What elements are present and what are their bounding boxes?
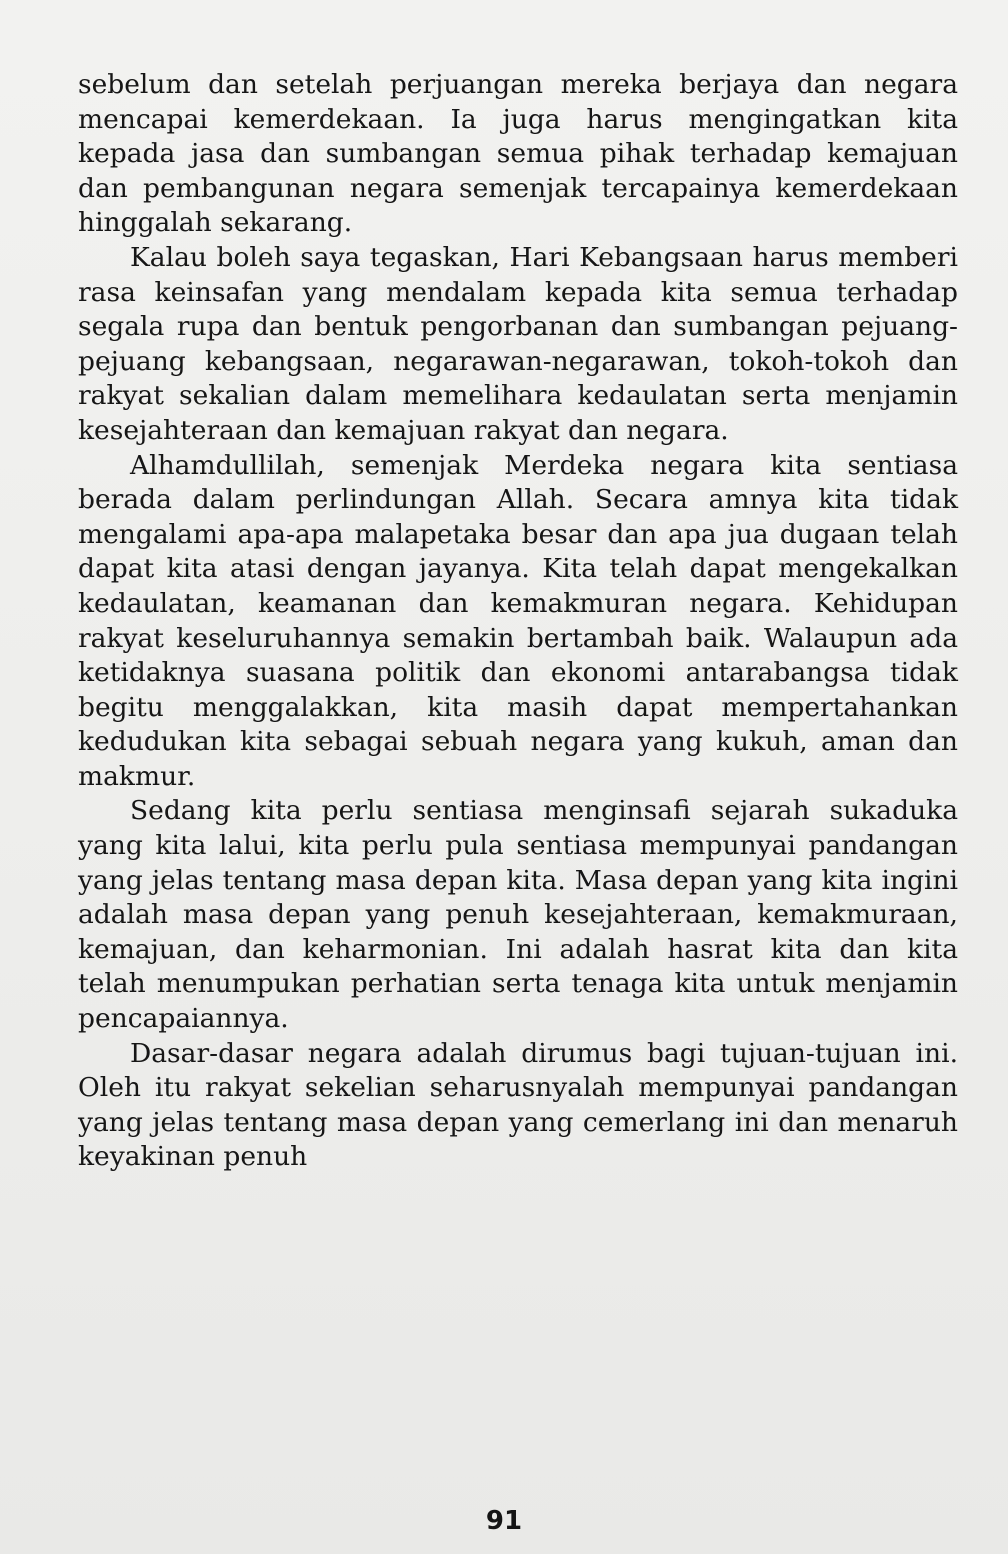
body-text (78, 68, 958, 1175)
paragraph: Kalau boleh saya tegaskan, Hari Kebangsaan harus memberi rasa keinsafan yang mendalam kepada kita semua terhadap segala rupa dan bentuk pengorbanan dan sumbangan pejuang-pejuang kebangsaan, negarawan-negarawan, tokoh-tokoh dan rakyat sekalian dalam memelihara kedaulatan serta menjamin kesejahteraan dan kemajuan rakyat dan negara. (78, 241, 958, 446)
paragraph: Alhamdullilah, semenjak Merdeka negara kita sentiasa berada dalam perlindungan Allah. Secara amnya kita tidak mengalami apa-apa malapetaka besar dan apa jua dugaan telah dapat kita atasi dengan jayanya. Kita telah dapat mengekalkan kedaulatan, keamanan dan kemakmuran negara. Kehidupan rakyat keseluruhannya semakin bertambah baik. Walaupun ada ketidaknya suasana politik dan ekonomi antarabangsa tidak begitu menggalakkan, kita masih dapat mempertahankan kedudukan kita sebagai sebuah negara yang kukuh, aman dan makmur. (78, 449, 958, 792)
paragraph: Dasar-dasar negara adalah dirumus bagi tujuan-tujuan ini. Oleh itu rakyat sekelian seharusnyalah mempunyai pandangan yang jelas tentang masa depan yang cemerlang ini dan menaruh keyakinan penuh (78, 1037, 958, 1173)
paragraph-continued: sebelum dan setelah perjuangan mereka berjaya dan negara mencapai kemerdekaan. Ia juga harus mengingatkan kita kepada jasa dan sumbangan semua pihak terhadap kemajuan dan pembangunan negara semenjak tercapainya kemerdekaan hinggalah sekarang. (78, 69, 958, 239)
page-number: 91 (485, 1506, 523, 1536)
paragraph: Sedang kita perlu sentiasa menginsafi sejarah sukaduka yang kita lalui, kita perlu pula sentiasa mempunyai pandangan yang jelas tentang masa depan kita. Masa depan yang kita ingini adalah masa depan yang penuh kesejahteraan, kemakmuraan, kemajuan, dan keharmonian. Ini adalah hasrat kita dan kita telah menumpukan perhatian serta tenaga kita untuk menjamin pencapaiannya. (78, 795, 958, 1035)
